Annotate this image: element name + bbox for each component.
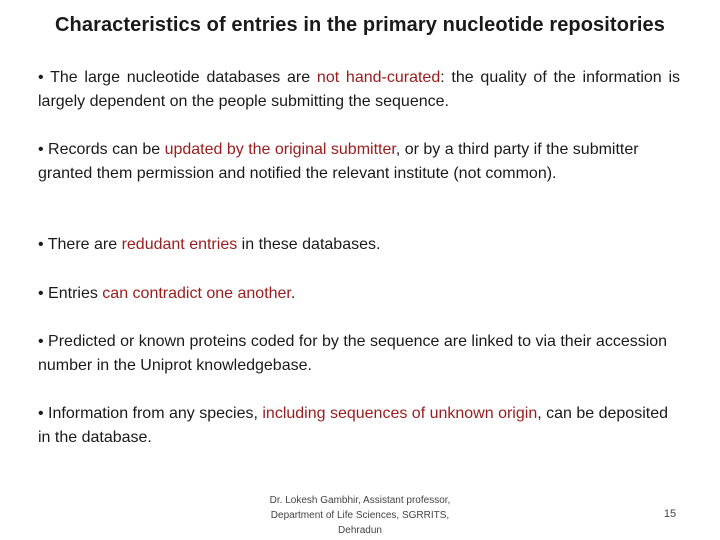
bullet-text: • The large nucleotide databases are (38, 69, 317, 86)
bullet-uniprot-links (38, 330, 680, 378)
bullet-highlight: including sequences of unknown origin (262, 405, 538, 422)
bullet-text: , or by a third party if the submitter granted them permission and notified the relevant institute (not common). (38, 141, 639, 182)
bullet-updated-by-submitter (38, 138, 680, 186)
bullet-contradict (38, 282, 680, 306)
bullet-highlight: not hand-curated (316, 69, 441, 86)
bullet-text: . (290, 285, 296, 302)
bullet-highlight: redudant entries (121, 236, 238, 253)
bullet-highlight: updated by the original submitter (164, 141, 396, 158)
slide-title: Characteristics of entries in the primary nucleotide repositories (54, 14, 665, 36)
bullet-text: • Entries (38, 285, 103, 302)
bullet-text: in these databases. (237, 236, 381, 253)
footer-line: Dr. Lokesh Gambhir, Assistant professor, (269, 495, 451, 506)
bullet-highlight: can contradict one another (102, 285, 291, 302)
bullet-any-species (38, 402, 680, 450)
bullet-not-hand-curated (38, 66, 680, 114)
bullet-text: • Predicted or known proteins coded for by the sequence are linked to via their accession number in the Uniprot knowledgebase. (38, 333, 668, 374)
bullet-text: • There are (38, 236, 122, 253)
bullet-text: : the quality of the information is largely dependent on the people submitting the sequence. (38, 69, 680, 110)
footer-line: Dehradun (338, 525, 382, 536)
bullet-text: • Information from any species, (38, 405, 263, 422)
page-number: 15 (663, 508, 677, 520)
bullet-text: , can be deposited in the database. (38, 405, 668, 446)
bullet-text: • Records can be (38, 141, 165, 158)
footer-credit (230, 493, 490, 538)
footer-line: Department of Life Sciences, SGRRITS, (270, 510, 450, 521)
bullet-redundant-entries (38, 233, 680, 257)
